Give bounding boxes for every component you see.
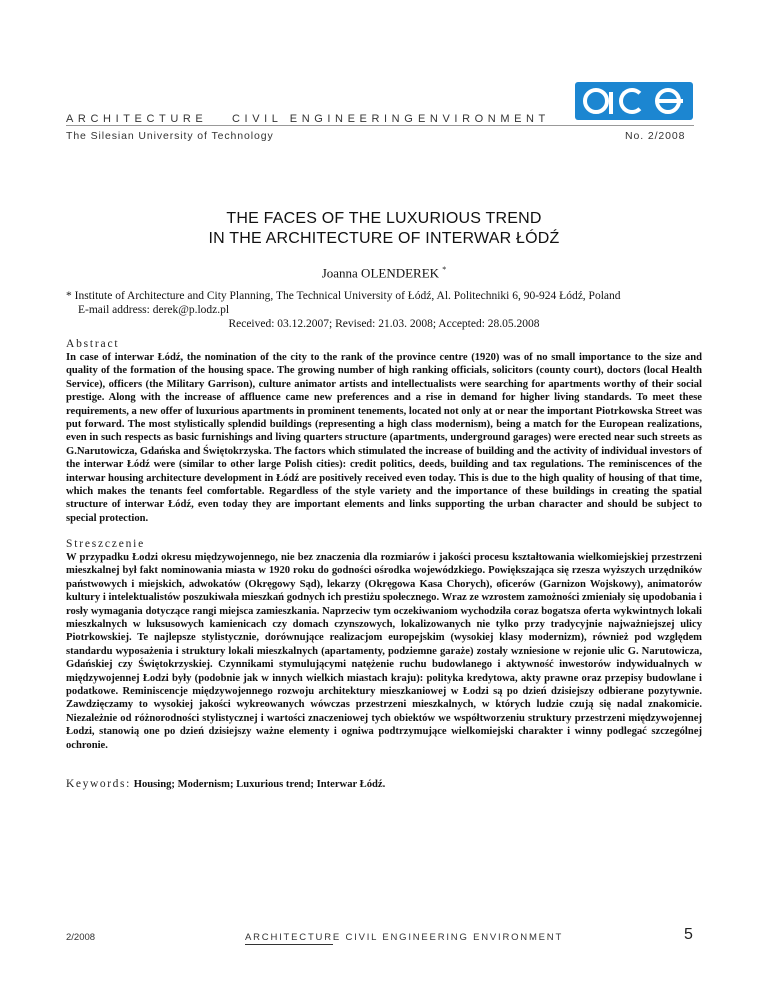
received-dates: Received: 03.12.2007; Revised: 21.03. 2008; Accepted: 28.05.2008 — [228, 318, 540, 330]
footer-journal-rest: CIVIL ENGINEERING ENVIRONMENT — [345, 932, 564, 943]
header-rule — [66, 125, 694, 126]
author-name — [0, 265, 768, 281]
article-title-line-2: IN THE ARCHITECTURE OF INTERWAR ŁÓDŹ — [208, 230, 560, 247]
footer-journal — [245, 932, 563, 943]
header-discipline-architecture: ARCHITECTURE — [66, 113, 208, 125]
header-issue: No. 2/2008 — [625, 130, 686, 142]
email-address: E-mail address: derek@p.lodz.pl — [78, 304, 230, 316]
abstract-heading: Abstract — [66, 338, 120, 350]
page-number: 5 — [684, 926, 693, 943]
keywords-value: Housing; Modernism; Luxurious trend; Interwar Łódź. — [133, 779, 386, 790]
streszczenie-text: W przypadku Łodzi okresu międzywojennego, nie bez znaczenia dla rozmiarów i jakości procesu kształtowania wielkomiejskiej przestrzeni mieszkalnej był fakt nominowania miasta w 1920 roku do godności ośrodka wojewódzkiego. Powiększająca się rzesza wyższych urzędników państwowych i miejskich, adwokatów (Okręgowy Sąd), lekarzy (Okręgowa Kasa Chorych), oficerów (Garnizon Wojskowy), animatorów kultury i intelektualistów poszukiwała mieszkań godnych ich prestiżu społecznego. Wraz ze wzrostem zamożności zmieniały się upodobania i rosły wymagania dotyczące rangi miejsca zamieszkania. Naprzeciw tym oczekiwaniom wychodziła coraz bogatsza oferta wykwintnych lokali mieszkalnych w luksusowych kamienicach czy domach czynszowych, lokalizowanych nie tylko przy tradycyjnie najważniejszej ulicy Piotrkowskiej. Te najlepsze stylistycznie, dorównujące realizacjom europejskim (wysokiej klasy modernizm), również pod względem standardu wyposażenia i struktury lokali mieszkalnych (apartamenty, podziemne garaże) zostały wzniesione w rejonie ulic G. Narutowicza, Gdańskiej czy Świętokrzyskiej. Czynnikami stymulującymi natężenie ruchu budowlanego i aktywność inwestorów indywidualnych w międzywojennej Łodzi były (podobnie jak w innych wielkich miastach kraju): polityka kredytowa, akty prawne oraz przepisy budowlane i podatkowe. Reminiscencje międzywojennego rozwoju architektury mieszkaniowej w Łodzi są po dzień dzisiejszy odbierane pozytywnie. Zawdzięczamy to wysokiej jakości wykreowanych wówczas przestrzeni mieszkalnych, w których ludzie czują się nadal znakomicie. Niezależnie od różnorodności stylistycznej i wartości znaczeniowej tych obiektów we współtworzeniu struktury przestrzeni międzywojennej Łodzi, stanowią one po dzień dzisiejszy ważne elementy i ogniwa podtrzymujące wielkomiejski charakter i winny podlegać szczególnej ochronie. — [66, 552, 702, 751]
affiliation: * Institute of Architecture and City Planning, The Technical University of Łódź, Al. Politechniki 6, 90-924 Łódź, Poland — [66, 290, 621, 302]
keywords-label: Keywords: — [66, 778, 131, 790]
logo-letter-c-icon — [619, 88, 645, 114]
footer-issue: 2/2008 — [66, 932, 96, 943]
header-university: The Silesian University of Technology — [66, 130, 274, 142]
ace-logo — [575, 82, 693, 120]
author-mark: * — [442, 265, 447, 274]
streszczenie-heading: Streszczenie — [66, 538, 146, 550]
article-title-line-1: THE FACES OF THE LUXURIOUS TREND — [226, 210, 542, 227]
logo-letter-a-icon — [583, 88, 609, 114]
footer-journal-architecture: ARCHITECTURE — [245, 932, 342, 943]
footer-underline — [245, 944, 333, 945]
header-discipline-civil-engineering: CIVIL ENGINEERING — [232, 113, 418, 125]
keywords — [66, 778, 385, 790]
header-discipline-environment: ENVIRONMENT — [418, 113, 550, 125]
author-name-text: Joanna OLENDEREK — [321, 265, 440, 281]
abstract-text: In case of interwar Łódź, the nomination of the city to the rank of the province centre (1920) was of no small importance to the size and quality of the formation of the housing space. The growing number of high ranking officials, solicitors (county court), doctors (local Health Service), officers (the Military Garrison), culture animator artists and intellectualists were searching for apartments worthy of their social prestige. Along with the increase of affluence came new preferences and a rise in demand for higher living standards. To meet these requirements, a new offer of luxurious apartments in prominent tenements, located not only at or near the important Piotrkowska Street was put forward. The most stylistically splendid buildings (representing a high class modernism), being a match for the European realizations, even in such respects as basic furnishings and living quarters structure (apartments, underground garages) were erected near such streets as G.Narutowicza, Gdańska and Świętokrzyska. The factors which stimulated the increase of building and the activity of individual investors of the interwar Łódź were (similar to other large Polish cities): credit politics, deeds, building and tax regulations. The reminiscences of the interwar housing architecture development in Łódź are positively received even today. This is due to the high quality of housing of that time, which makes the tenants feel comfortable. Regardless of the style variety and the importance of these buildings in creating the spatial structure of interwar Łódź, even today they are important elements and links supporting the urban character and should be subject to special protection. — [66, 352, 702, 524]
